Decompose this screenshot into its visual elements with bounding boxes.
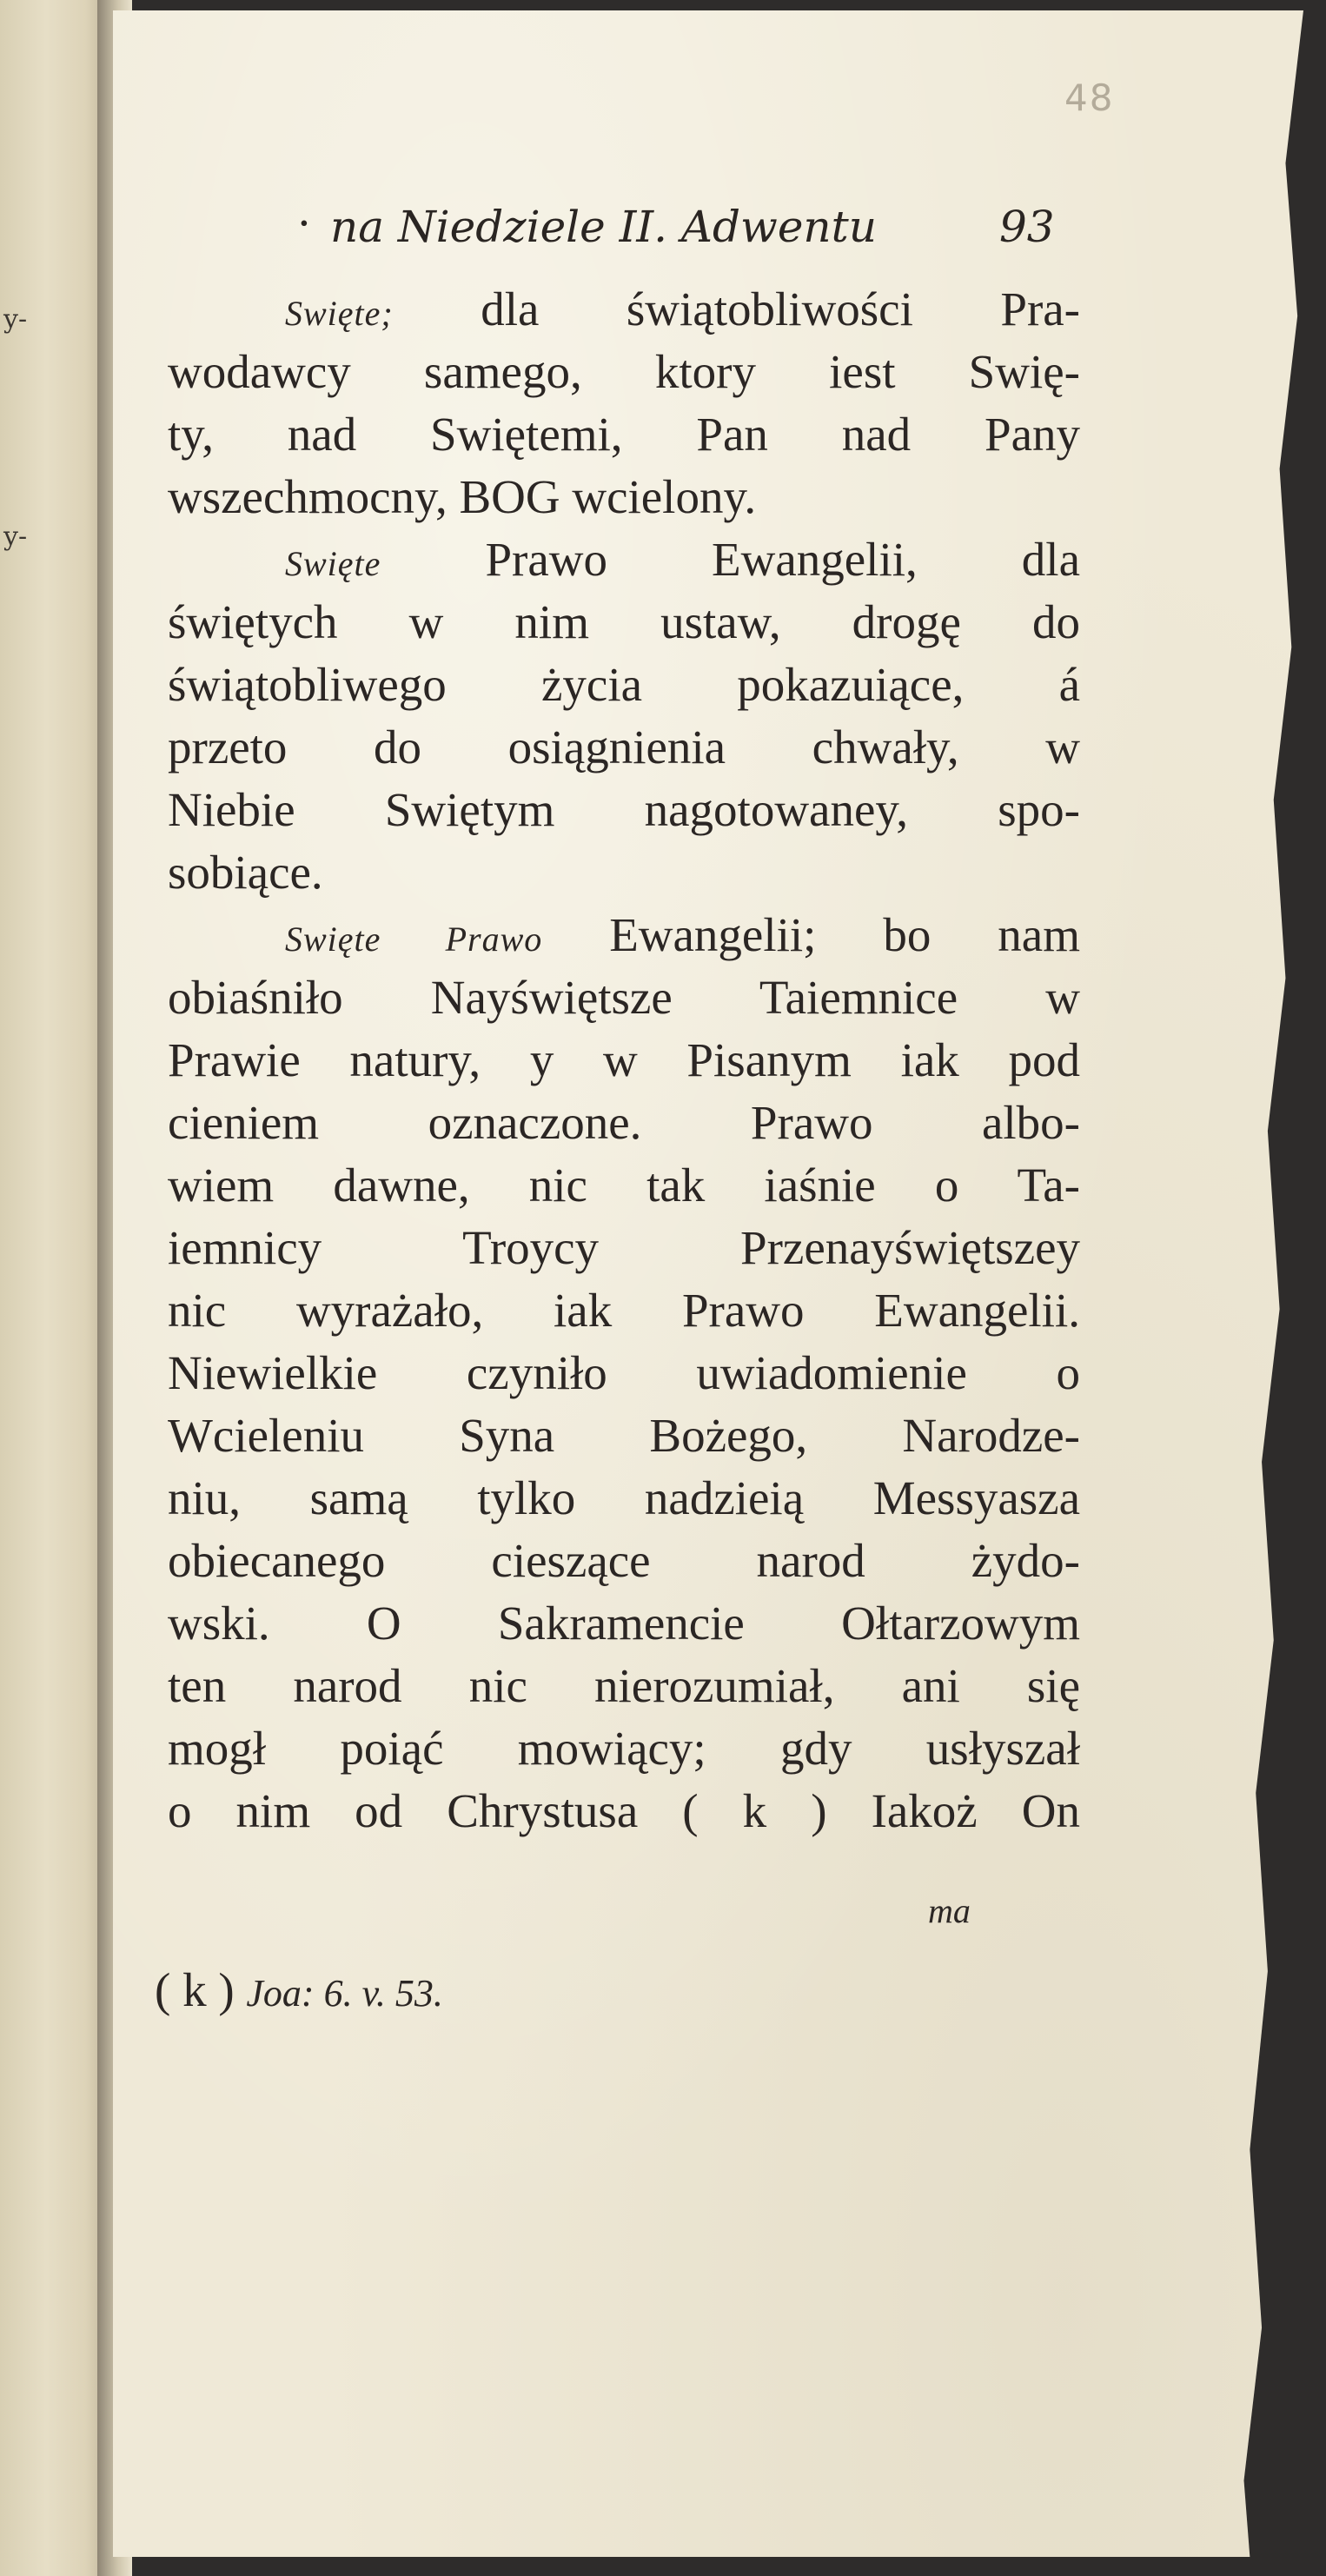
line-text: sobiące.: [168, 846, 323, 899]
line-text: dla świątobliwości Pra-: [393, 282, 1080, 335]
text-line: [168, 779, 1080, 841]
line-text: cieniem oznaczone. Prawo albo-: [168, 1096, 1080, 1149]
footnote: [155, 1962, 443, 2017]
line-text: iemnicy Troycy Przenayświętszey: [168, 1221, 1080, 1274]
text-line: [168, 591, 1080, 654]
line-text: wski. O Sakramencie Ołtarzowym: [168, 1597, 1080, 1650]
line-text: ty, nad Swiętemi, Pan nad Pany: [168, 408, 1080, 461]
line-text: nic wyrażało, iak Prawo Ewangelii.: [168, 1284, 1080, 1337]
text-line: [168, 1592, 1080, 1655]
line-text: Niewielkie czyniło uwiadomienie o: [168, 1346, 1080, 1399]
line-text: ten narod nic nierozumiał, ani się: [168, 1659, 1080, 1712]
body-text: [168, 278, 1080, 1842]
text-line: [168, 1717, 1080, 1780]
line-text: świętych w nim ustaw, drogę do: [168, 595, 1080, 648]
line-text: Prawie natury, y w Pisanym iak pod: [168, 1033, 1080, 1086]
page-number: 93: [999, 202, 1055, 252]
text-line: [168, 1404, 1080, 1467]
text-line: [168, 1029, 1080, 1092]
line-text: wodawcy samego, ktory iest Swię-: [168, 345, 1080, 398]
line-text: o nim od Chrystusa ( k ) Iakoż On: [168, 1784, 1080, 1837]
line-text: Niebie Swiętym nagotowaney, spo-: [168, 783, 1080, 836]
line-text: świątobliwego życia pokazuiące, á: [168, 658, 1080, 711]
text-line: [168, 1655, 1080, 1717]
text-line: [168, 1154, 1080, 1217]
text-line: [168, 1092, 1080, 1154]
line-text: przeto do osiągnienia chwały, w: [168, 720, 1080, 773]
running-title: na Niedziele II. Adwentu: [330, 202, 877, 252]
line-text: niu, samą tylko nadzieią Messyasza: [168, 1471, 1080, 1524]
manuscript-page-note: 48: [1064, 76, 1115, 119]
text-line: [168, 403, 1080, 466]
text-line: [168, 654, 1080, 716]
line-text: Prawo Ewangelii, dla: [381, 533, 1080, 586]
text-line: [168, 1342, 1080, 1404]
left-page-mark: y-: [3, 304, 28, 335]
text-line: [168, 341, 1080, 403]
footnote-reference: Joa: 6. v. 53.: [246, 1972, 443, 2015]
line-text: Ewangelii; bo nam: [542, 908, 1080, 961]
line-text: obiaśniło Nayświętsze Taiemnice w: [168, 971, 1080, 1024]
text-line: [168, 466, 1080, 528]
line-lead-word: Swięte Prawo: [285, 920, 543, 959]
text-line: [168, 904, 1080, 966]
text-line: [168, 278, 1080, 341]
line-text: mogł poiąć mowiący; gdy usłyszał: [168, 1722, 1080, 1775]
line-text: wiem dawne, nic tak iaśnie o Ta-: [168, 1159, 1080, 1212]
text-line: [168, 1530, 1080, 1592]
line-text: obiecanego cieszące narod żydo-: [168, 1534, 1080, 1587]
text-line: [168, 966, 1080, 1029]
text-line: [168, 1780, 1080, 1842]
text-line: [168, 1467, 1080, 1530]
line-text: wszechmocny, BOG wcielony.: [168, 470, 757, 523]
footnote-marker: ( k ): [155, 1963, 235, 2016]
left-page-mark: y-: [3, 521, 28, 552]
line-text: Wcieleniu Syna Bożego, Narodze-: [168, 1409, 1080, 1462]
header-dot: ·: [297, 198, 311, 249]
text-line: [168, 1279, 1080, 1342]
text-line: [168, 841, 1080, 904]
text-line: [168, 716, 1080, 779]
catchword: ma: [928, 1891, 971, 1930]
text-line: [168, 1217, 1080, 1279]
line-lead-word: Swięte;: [285, 294, 394, 333]
line-lead-word: Swięte: [285, 544, 381, 583]
text-line: [168, 528, 1080, 591]
